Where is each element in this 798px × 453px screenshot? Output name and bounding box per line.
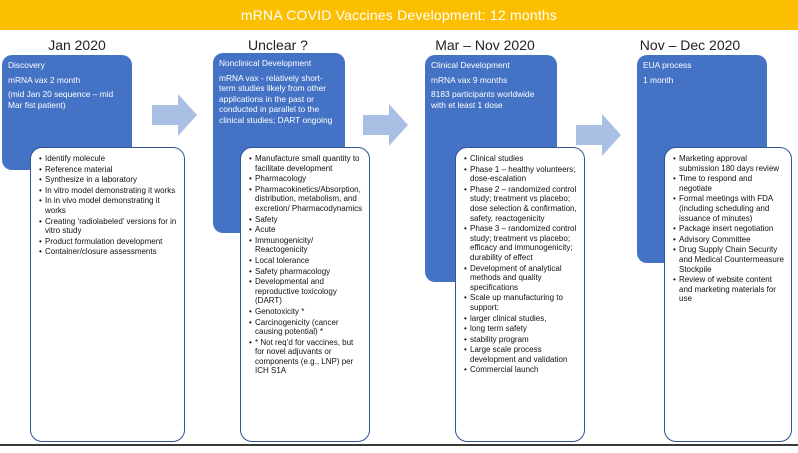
list-item: • Review of website content and marketing materials for use	[673, 275, 785, 304]
period-label-4: Nov – Dec 2020	[639, 37, 741, 53]
arrow-right-icon	[363, 102, 409, 148]
phase-3-note: 8183 participants worldwide with et least 1 dose	[431, 89, 535, 110]
list-item: • In vitro model demonstrating it works	[39, 186, 178, 196]
list-item: • Carcinogenicity (cancer causing potential) *	[249, 318, 363, 337]
title-banner	[0, 0, 798, 30]
phase-3-duration: mRNA vax 9 months	[431, 74, 508, 85]
list-item: • Container/closure assessments	[39, 247, 178, 257]
phase-2-heading: Nonclinical Development	[219, 58, 312, 68]
list-item: • Phase 1 – healthy volunteers; dose-escalation	[464, 165, 578, 184]
list-item: • Synthesize in a laboratory	[39, 175, 178, 185]
phase-2-note: mRNA vax - relatively short-term studies likely from other applications in the past or conducted in parallel to the clinical studies; DART ongoing	[219, 72, 333, 125]
list-item: • Local tolerance	[249, 256, 363, 266]
phase-4-heading: EUA process	[643, 60, 692, 70]
title: mRNA COVID Vaccines Development: 12 months	[240, 7, 558, 23]
phase-1-heading: Discovery	[8, 60, 45, 70]
list-item: • Marketing approval submission 180 days review	[673, 154, 785, 173]
phase-4-details	[664, 147, 792, 442]
phase-3-details	[455, 147, 585, 442]
list-item: • larger clinical studies,	[464, 314, 578, 324]
list-item: • Scale up manufacturing to support:	[464, 293, 578, 312]
period-label-2: Unclear ?	[248, 37, 308, 53]
list-item: • In in vivo model demonstrating it works	[39, 196, 178, 215]
list-item: • Drug Supply Chain Security and Medical Countermeasure Stockpile	[673, 245, 785, 274]
list-item: • Formal meetings with FDA (including scheduling and issuance of minutes)	[673, 194, 785, 223]
list-item: • Commercial launch	[464, 365, 578, 375]
arrow-right-icon	[152, 92, 198, 138]
list-item: • Safety pharmacology	[249, 267, 363, 277]
phase-2-details	[240, 147, 370, 442]
list-item: • long term safety	[464, 324, 578, 334]
list-item: • Phase 3 – randomized control study; treatment vs placebo; efficacy and immunogenicity; durability of effect	[464, 224, 578, 262]
list-item: • Safety	[249, 215, 363, 225]
list-item: • Developmental and reproductive toxicology (DART)	[249, 277, 363, 306]
list-item: • Reference material	[39, 165, 178, 175]
phase-3-heading: Clinical Development	[431, 60, 510, 70]
phase-1-note: (mid Jan 20 sequence – mid Mar fist patient)	[8, 89, 114, 110]
list-item: • Pharmacokinetics/Absorption, distribution, metabolism, and excretion/ Pharmacodynamics	[249, 185, 363, 214]
list-item: • Time to respond and negotiate	[673, 174, 785, 193]
list-item: • Genotoxicity *	[249, 307, 363, 317]
list-item: • * Not req’d for vaccines, but for novel adjuvants or components (e.g., LNP) per ICH S1A	[249, 338, 363, 376]
phase-1-details	[30, 147, 185, 442]
bottom-divider	[0, 444, 798, 446]
list-item: • Acute	[249, 225, 363, 235]
phase-1-duration: mRNA vax 2 month	[8, 74, 81, 85]
list-item: • Product formulation development	[39, 237, 178, 247]
list-item: • Identify molecule	[39, 154, 178, 164]
list-item: • Development of analytical methods and quality specifications	[464, 264, 578, 293]
list-item: • Creating ‘radiolabeled’ versions for in vitro study	[39, 217, 178, 236]
list-item: • Package insert negotiation	[673, 224, 785, 234]
arrow-right-icon	[576, 112, 622, 158]
list-item: • Manufacture small quantity to facilitate development	[249, 154, 363, 173]
list-item: • Clinical studies	[464, 154, 578, 164]
phase-4-duration: 1 month	[643, 74, 674, 85]
period-label-3: Mar – Nov 2020	[435, 37, 535, 53]
list-item: • Phase 2 – randomized control study; treatment vs placebo; dose selection & confirmation, safety, reactogenicity	[464, 185, 578, 223]
list-item: • stability program	[464, 335, 578, 345]
period-label-1: Jan 2020	[48, 37, 106, 53]
list-item: • Large scale process development and validation	[464, 345, 578, 364]
list-item: • Pharmacology	[249, 174, 363, 184]
list-item: • Immunogenicity/ Reactogenicity	[249, 236, 363, 255]
list-item: • Advisory Committee	[673, 235, 785, 245]
